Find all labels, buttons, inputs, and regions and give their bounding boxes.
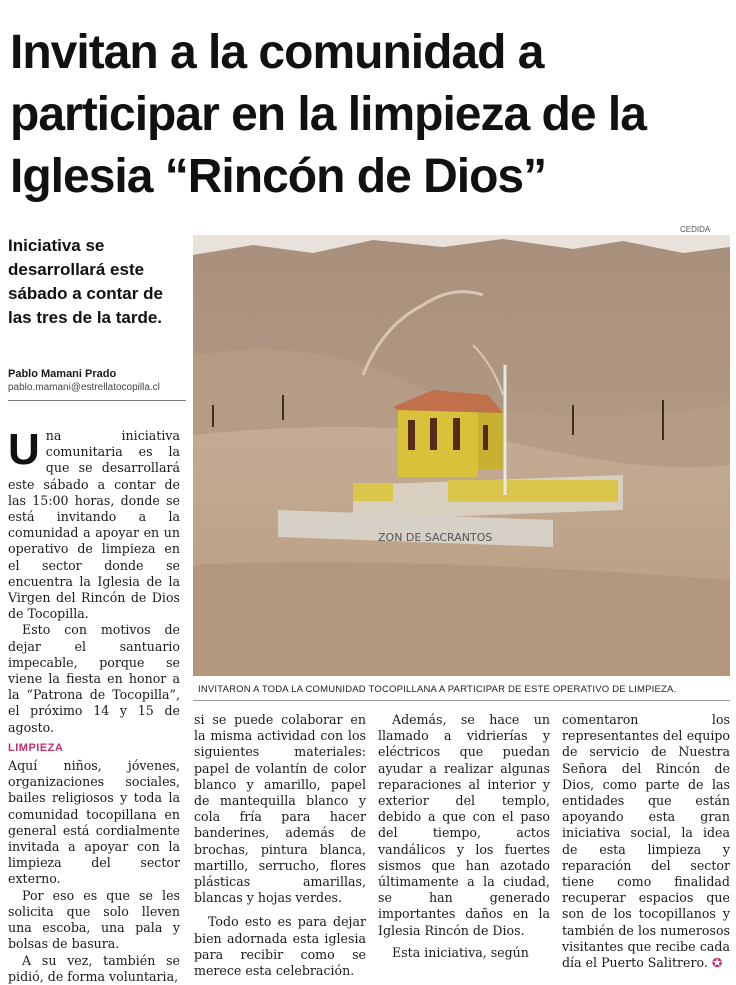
wall-graffiti: ZON DE SACRANTOS	[378, 531, 493, 544]
divider	[193, 700, 730, 701]
article-column-1	[8, 425, 180, 985]
drop-cap: U	[8, 425, 40, 474]
end-mark-icon: ✪	[711, 955, 723, 971]
paragraph: Esta iniciativa, según	[392, 944, 529, 960]
paragraph: si se puede colaborar en la misma actividad con los siguientes materiales: papel de volantín de color blanco y amarillo, papel de mantequilla blanco y cola fría para hacer banderines, además de brochas, pintura blanca, martillo, serrucho, flores plásticas amarillas, blancas y hojas verdes.	[194, 712, 366, 906]
paragraph-text: na iniciativa comunitaria es la que se desarrollará este sábado a contar de las 15:00 horas, donde se está invitando a la comunidad a apoyar en un operativo de limpieza en el sector donde se encuentra la Iglesia de la Virgen del Rincón de Dios de Tocopilla.	[8, 428, 180, 622]
article-column-3	[378, 712, 550, 961]
paragraph: A su vez, también se pidió, de forma voluntaria,	[8, 952, 180, 984]
paragraph	[8, 425, 180, 622]
article-column-4	[562, 712, 730, 971]
paragraph: Por eso es que se les solicita que solo lleven una escoba, una pala y bolsas de basura.	[8, 887, 180, 952]
headline: Invitan a la comunidad a participar en la limpieza de la Iglesia “Rincón de Dios”	[10, 26, 646, 203]
section-label: LIMPIEZA	[8, 741, 64, 754]
paragraph-text: comentaron los representantes del equipo de servicio de Nuestra Señora del Rincón de Dios, como parte de las entidades que están apoyando esta gran iniciativa social, la idea de esta limpieza y reparación del sector tiene como finalidad recuperar espacios que son de los tocopillanos y también de los numerosos visitantes que recibe cada día el Puerto Salitrero.	[562, 712, 730, 971]
paragraph: Todo esto es para dejar bien adornada esta iglesia para recibir como se merece esta celebración.	[194, 914, 366, 979]
paragraph: Esto con motivos de dejar el santuario impecable, porque se viene la fiesta en honor a la “Patrona de Tocopilla”, el próximo 14 y 15 de agosto.	[8, 622, 180, 735]
paragraph: Además, se hace un llamado a vidrierías y eléctricos que puedan ayudar a realizar algunas reparaciones al interior y exterior del templo, debido a que con el paso del tiempo, actos vandálicos y los fuertes sismos que han azotado últimamente a la ciudad, se han generado importantes daños en la Iglesia Rincón de Dios.	[378, 712, 550, 938]
subhead: Iniciativa se desarrollará este sábado a contar de las tres de la tarde.	[8, 236, 163, 327]
church-photo	[193, 235, 730, 676]
article-column-2	[194, 712, 366, 979]
paragraph: Aquí niños, jóvenes, organizaciones sociales, bailes religiosos y toda la comunidad tocopillana en general está cordialmente invitada a apoyar con la limpieza del sector externo.	[8, 758, 180, 887]
author-name: Pablo Mamani Prado	[8, 368, 117, 380]
divider	[8, 400, 186, 401]
author-email: pablo.mamani@estrellatocopilla.cl	[8, 382, 160, 393]
photo-credit: CEDIDA	[680, 225, 711, 234]
church-photo-illustration	[193, 235, 730, 676]
paragraph	[562, 712, 730, 971]
photo-caption: INVITARON A TODA LA COMUNIDAD TOCOPILLANA A PARTICIPAR DE ESTE OPERATIVO DE LIMPIEZA.	[198, 684, 677, 695]
